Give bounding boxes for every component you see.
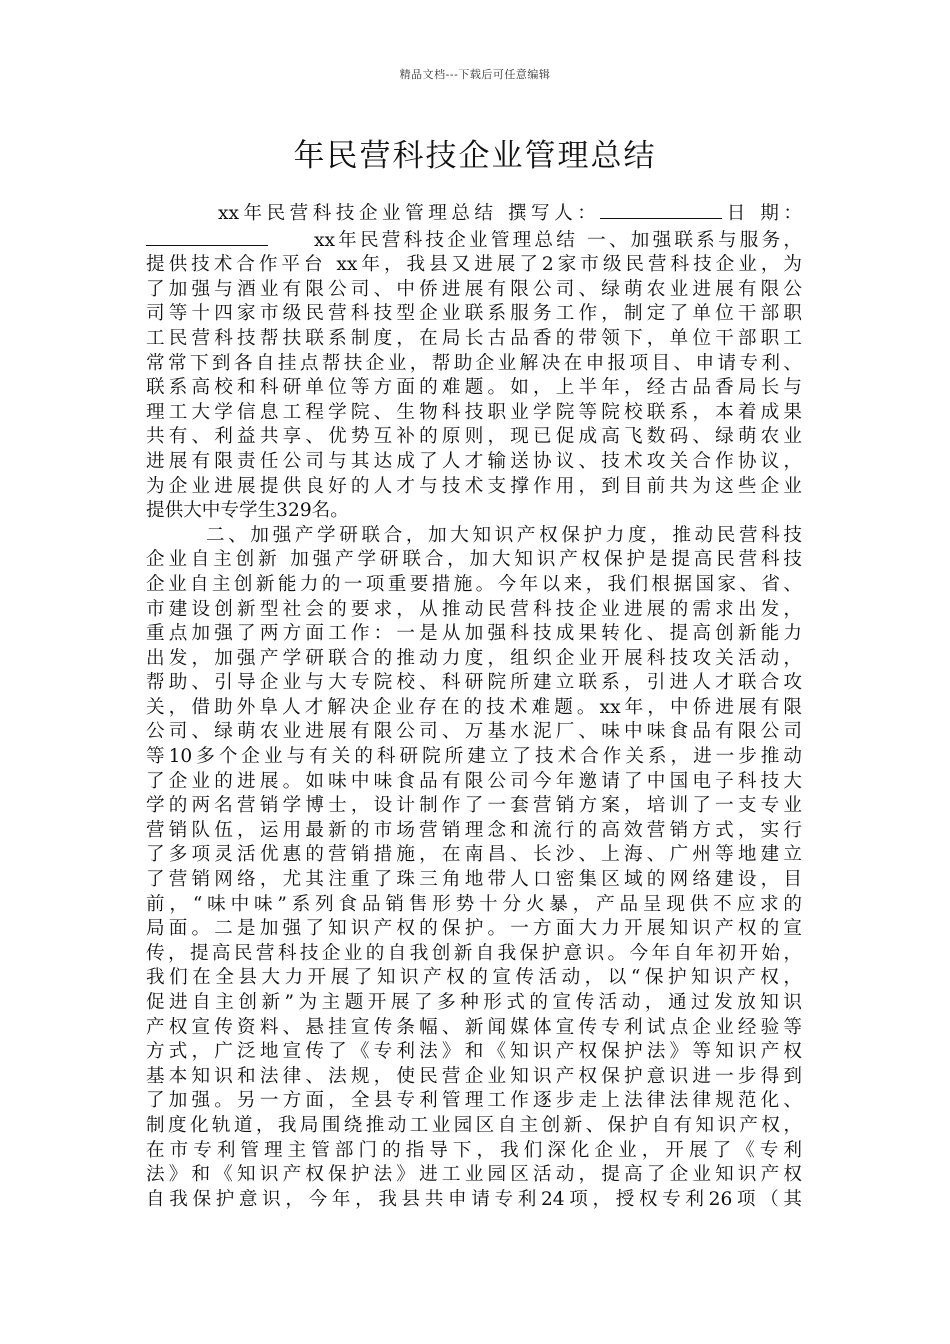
paragraph-line: 传，提高民营科技企业的自我创新自我保护意识。今年自年初开始，: [146, 942, 802, 964]
paragraph-line: 方式，广泛地宣传了《专利法》和《知识产权保护法》等知识产权: [146, 1041, 802, 1063]
section-1: [146, 253, 802, 524]
document-body: [146, 200, 802, 1212]
paragraph-line: 理工大学信息工程学院、生物科技职业学院等院校联系，本着成果: [146, 401, 802, 423]
paragraph-line: 产权宣传资料、悬挂宣传条幅、新闻媒体宣传专利试点企业经验等: [146, 1016, 802, 1038]
section-2: [146, 548, 802, 1212]
paragraph-line: 营销队伍，运用最新的市场营销理念和流行的高效营销方式，实行: [146, 819, 802, 841]
paragraph-line: 司等十四家市级民营科技型企业联系服务工作，制定了单位干部职: [146, 303, 802, 325]
paragraph-line: 帮助、引导企业与大专院校、科研院所建立联系，引进人才联合攻: [146, 672, 802, 694]
paragraph-line: 关，借助外阜人才解决企业存在的技术难题。xx年，中侨进展有限: [146, 696, 802, 718]
paragraph-line: 共有、利益共享、优势互补的原则，现已促成高飞数码、绿萌农业: [146, 426, 802, 448]
paragraph-line: 制度化轨道，我局围绕推动工业园区自主创新、保护自有知识产权，: [146, 1114, 802, 1136]
paragraph-line: 为企业进展提供良好的人才与技术支撑作用，到目前共为这些企业: [146, 475, 802, 497]
author-blank: [600, 200, 722, 219]
paragraph-line: 企业自主创新能力的一项重要措施。今年以来，我们根据国家、省、: [146, 573, 802, 595]
paragraph-line: 工民营科技帮扶联系制度，在局长古品香的带领下，单位干部职工: [146, 327, 802, 349]
paragraph-line: 企业自主创新 加强产学研联合，加大知识产权保护是提高民营科技: [146, 549, 802, 571]
intro-line-2: [146, 227, 802, 254]
paragraph-line: 前，“味中味”系列食品销售形势十分火暴，产品呈现供不应求的: [146, 893, 802, 915]
paragraph-line: 进展有限责任公司与其达成了人才输送协议、技术攻关合作协议，: [146, 450, 802, 472]
date-blank: [146, 227, 268, 246]
paragraph-line: 市建设创新型社会的要求，从推动民营科技企业进展的需求出发，: [146, 598, 802, 620]
paragraph-line: 提供技术合作平台 xx年，我县又进展了2家市级民营科技企业，为: [146, 254, 802, 276]
header-note: 精品文档---下载后可任意编辑: [399, 68, 551, 81]
paragraph-line: 促进自主创新”为主题开展了多种形式的宣传活动，通过发放知识: [146, 992, 802, 1013]
paragraph-line: 提供大中专学生329名。: [146, 500, 349, 522]
paragraph-line: 重点加强了两方面工作：一是从加强科技成果转化、提高创新能力: [146, 623, 802, 645]
section-2-heading-line: 二、加强产学研联合，加大知识产权保护力度，推动民营科技: [206, 524, 802, 546]
paragraph-line: 自我保护意识，今年，我县共申请专利24项，授权专利26项（其: [146, 1188, 802, 1210]
intro-section-heading: xx年民营科技企业管理总结 一、加强联系与服务，: [314, 229, 802, 251]
date-label: 日 期：: [722, 203, 802, 224]
paragraph-line: 在市专利管理主管部门的指导下，我们深化企业，开展了《专利: [146, 1139, 802, 1161]
paragraph-line: 局面。二是加强了知识产权的保护。一方面大力开展知识产权的宣: [146, 918, 802, 940]
paragraph-line: 了多项灵活优惠的营销措施，在南昌、长沙、上海、广州等地建立: [146, 844, 802, 866]
paragraph-line: 法》和《知识产权保护法》进工业园区活动，提高了企业知识产权: [146, 1164, 802, 1186]
paragraph-line: 等10多个企业与有关的科研院所建立了技术合作关系，进一步推动: [146, 746, 802, 768]
paragraph-line: 联系高校和科研单位等方面的难题。如，上半年，经古品香局长与: [146, 377, 802, 399]
paragraph-line: 常常下到各自挂点帮扶企业，帮助企业解决在申报项目、申请专利、: [146, 352, 802, 374]
intro-line-1: [146, 200, 802, 227]
document-title: 年民营科技企业管理总结: [293, 138, 657, 174]
paragraph-line: 了企业的进展。如味中味食品有限公司今年邀请了中国电子科技大: [146, 770, 802, 792]
paragraph-line: 基本知识和法律、法规，使民营企业知识产权保护意识进一步得到: [146, 1065, 802, 1087]
paragraph-line: 学的两名营销学博士，设计制作了一套营销方案，培训了一支专业: [146, 795, 802, 817]
paragraph-line: 了加强。另一方面，全县专利管理工作逐步走上法律法律规范化、: [146, 1090, 802, 1112]
paragraph-line: 公司、绿萌农业进展有限公司、万基水泥厂、味中味食品有限公司: [146, 721, 802, 743]
paragraph-line: 出发，加强产学研联合的推动力度，组织企业开展科技攻关活动，: [146, 647, 802, 669]
intro-author-label: xx年民营科技企业管理总结 撰写人：: [218, 203, 601, 224]
paragraph-line: 了营销网络，尤其注重了珠三角地带人口密集区域的网络建设，目: [146, 869, 802, 891]
paragraph-line: 我们在全县大力开展了知识产权的宣传活动，以“保护知识产权，: [146, 967, 802, 989]
paragraph-line: 了加强与酒业有限公司、中侨进展有限公司、绿萌农业进展有限公: [146, 278, 802, 300]
